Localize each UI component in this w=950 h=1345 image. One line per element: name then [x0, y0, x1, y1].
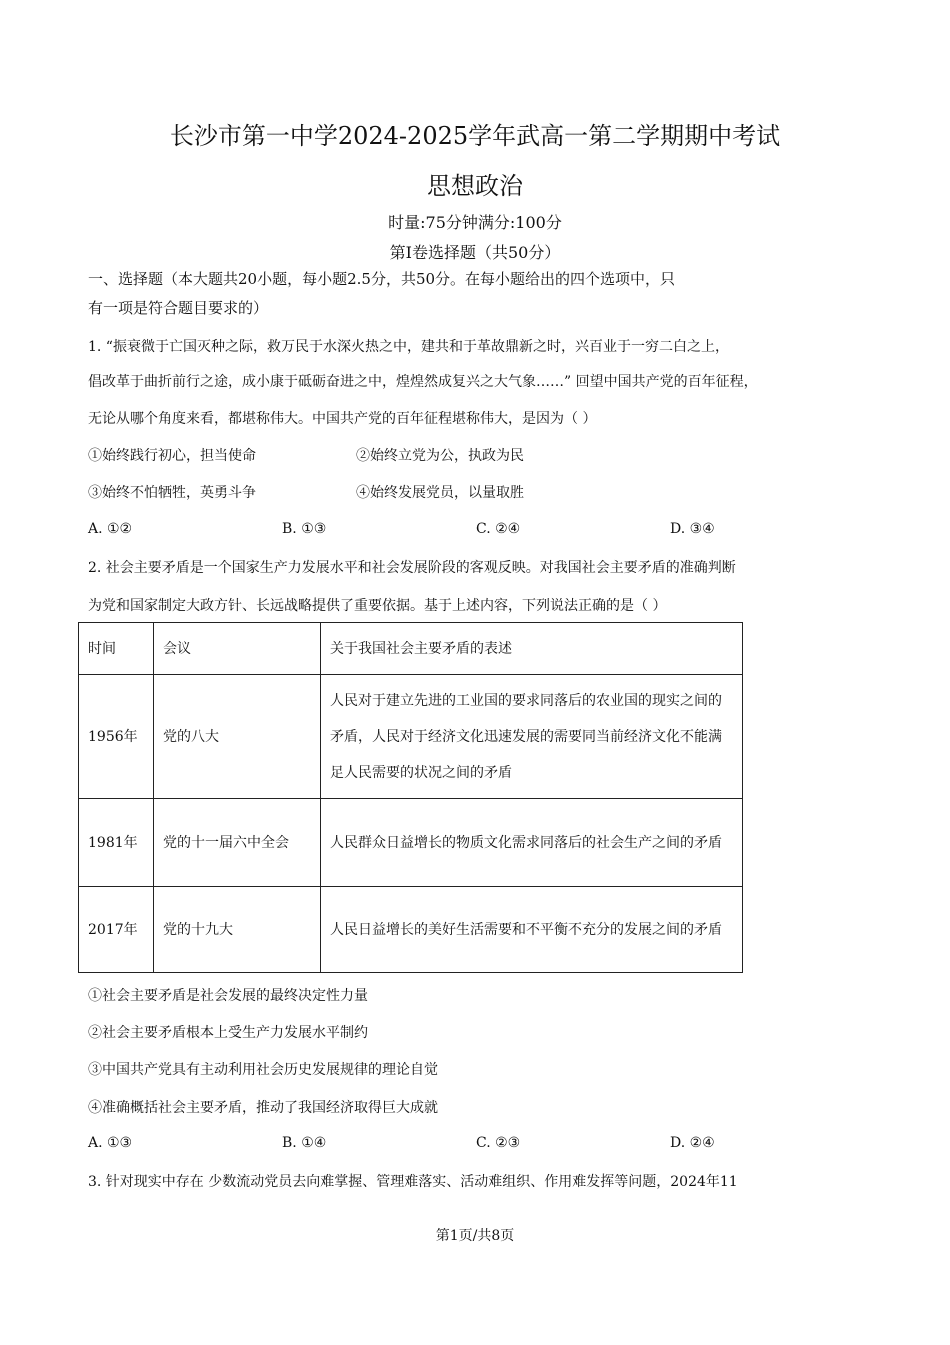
q1-stem-line1: 1. “振衰微于亡国灭种之际，救万民于水深火热之中，建共和于革故鼎新之时，兴百业于一穷二白之上， [88, 339, 729, 355]
volume-heading: 第Ⅰ卷选择题（共50分） [389, 243, 561, 262]
table-header-cell: 会议 [154, 623, 321, 675]
q1-option-d: D. ③④ [670, 521, 715, 537]
table-row [79, 887, 743, 973]
table-cell-statement: 人民群众日益增长的物质文化需求同落后的社会生产之间的矛盾 [321, 799, 743, 887]
q2-option-b: B. ①④ [282, 1135, 327, 1151]
q2-item: ④准确概括社会主要矛盾，推动了我国经济取得巨大成就 [88, 1100, 438, 1116]
q3-stem-line1: 3. 针对现实中存在 少数流动党员去向难掌握、管理难落实、活动难组织、作用难发挥等问题，2024年11 [88, 1174, 738, 1190]
q2-stem-line1: 2. 社会主要矛盾是一个国家生产力发展水平和社会发展阶段的客观反映。对我国社会主要矛盾的准确判断 [88, 560, 736, 576]
table-header-row [79, 623, 743, 675]
section-instruction-line1: 一、选择题（本大题共20小题，每小题2.5分，共50分。在每小题给出的四个选项中，只 [88, 270, 676, 288]
table-row [79, 799, 743, 887]
table-header-cell: 时间 [79, 623, 154, 675]
contradiction-table [78, 622, 743, 973]
q2-option-c: C. ②③ [476, 1135, 521, 1151]
q2-item: ①社会主要矛盾是社会发展的最终决定性力量 [88, 988, 368, 1004]
q2-item: ②社会主要矛盾根本上受生产力发展水平制约 [88, 1025, 368, 1041]
exam-title: 长沙市第一中学2024-2025学年武高一第二学期期中考试 [169, 122, 781, 150]
table-cell-year: 1981年 [79, 799, 154, 887]
table-cell-meeting: 党的八大 [154, 675, 321, 799]
q1-option-a: A. ①② [88, 521, 133, 537]
table-cell-statement: 人民日益增长的美好生活需要和不平衡不充分的发展之间的矛盾 [321, 887, 743, 973]
q1-item: ①始终践行初心，担当使命 [88, 448, 256, 464]
table-header-cell: 关于我国社会主要矛盾的表述 [321, 623, 743, 675]
table-cell-year: 2017年 [79, 887, 154, 973]
q1-item: ②始终立党为公，执政为民 [356, 448, 524, 464]
q2-stem-line2: 为党和国家制定大政方针、长远战略提供了重要依据。基于上述内容，下列说法正确的是（ ） [88, 598, 667, 614]
section-instruction-line2: 有一项是符合题目要求的） [88, 299, 269, 317]
q2-item: ③中国共产党具有主动利用社会历史发展规律的理论自觉 [88, 1062, 438, 1078]
q2-option-d: D. ②④ [670, 1135, 715, 1151]
q1-option-b: B. ①③ [282, 521, 327, 537]
time-score-info: 时量:75分钟满分:100分 [388, 213, 562, 232]
table-cell-year: 1956年 [79, 675, 154, 799]
page-number: 第1页/共8页 [435, 1228, 515, 1244]
q1-item: ④始终发展党员，以量取胜 [356, 485, 524, 501]
q1-item: ③始终不怕牺牲，英勇斗争 [88, 485, 256, 501]
q2-option-a: A. ①③ [88, 1135, 133, 1151]
q1-option-c: C. ②④ [476, 521, 521, 537]
subject-title: 思想政治 [427, 172, 523, 200]
q1-stem-line3: 无论从哪个角度来看，都堪称伟大。中国共产党的百年征程堪称伟大，是因为（ ） [88, 411, 597, 427]
table-cell-statement: 人民对于建立先进的工业国的要求同落后的农业国的现实之间的矛盾，人民对于经济文化迅速发展的需要同当前经济文化不能满足人民需要的状况之间的矛盾 [321, 675, 743, 799]
q1-stem-line2: 倡改革于曲折前行之途，成小康于砥砺奋进之中，煌煌然成复兴之大气象……” 回望中国共产党的百年征程， [88, 374, 758, 390]
table-cell-meeting: 党的十九大 [154, 887, 321, 973]
table-cell-meeting: 党的十一届六中全会 [154, 799, 321, 887]
table-row [79, 675, 743, 799]
